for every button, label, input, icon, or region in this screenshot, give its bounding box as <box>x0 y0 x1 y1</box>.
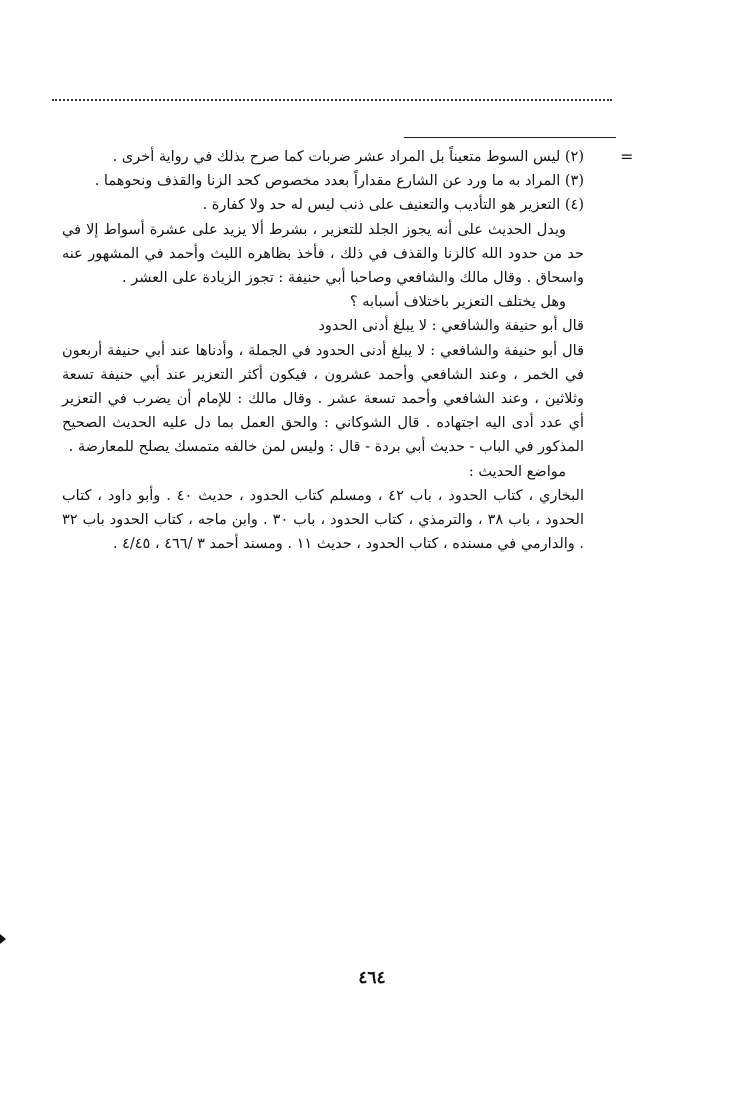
body-paragraph-minimum-hadd: قال أبو حنيفة والشافعي : لا يبلغ أدنى الحدود في الجملة ، وأدناها عند أبي حنيفة أربعون في الخمر ، وعند الشافعي وأحمد عشرون ، فيكون أكثر التعزير عند أبي حنيفة تسعة وثلاثين ، وعند الشافعي وأحمد تسعة عشر . وقال مالك : للإمام أن يضرب في التعزير أي عدد أدى اليه اجتهاده . قال الشوكاني : والحق العمل بما دل عليه الحديث الصحيح المذكور في الباب - حديث أبي بردة - قال : وليس لمن خالفه متمسك يصلح للمعارضة . <box>62 342 584 456</box>
body-paragraph-lashing: ويدل الحديث على أنه يجوز الجلد للتعزير ، بشرط ألا يزيد على عشرة أسواط إلا في حد من حدود الله كالزنا والقذف في ذلك ، فأخذ بظاهره الليث وأحمد في المشهور عنه واسحاق . وقال مالك والشافعي وصاحبا أبي حنيفة : تجوز الزيادة على العشر . <box>62 221 584 287</box>
header-dotted-rule <box>52 99 612 101</box>
scan-edge-mark <box>0 934 6 944</box>
footnote-4: (٤) التعزير هو التأديب والتعنيف على ذنب ليس له حد ولا كفارة . <box>202 197 584 214</box>
page-number: ٤٦٤ <box>358 968 386 988</box>
footnote-3: (٣) المراد به ما ورد عن الشارع مقداراً بعدد مخصوص كحد الزنا والقذف ونحوهما . <box>94 173 584 190</box>
page-text-block <box>62 145 584 556</box>
margin-continuation-mark: = <box>620 147 634 166</box>
question-line: وهل يختلف التعزير باختلاف أسبابه ؟ <box>349 294 566 311</box>
footnote-2: (٢) ليس السوط متعيناً بل المراد عشر ضربات كما صرح بذلك في رواية أخرى . <box>112 149 584 165</box>
sources-list: البخاري ، كتاب الحدود ، باب ٤٢ ، ومسلم كتاب الحدود ، حديث ٤٠ . وأبو داود ، كتاب الحدود ، باب ٣٨ ، والترمذي ، كتاب الحدود ، باب ٣٠ . وابن ماجه ، كتاب الحدود باب ٣٢ . والدارمي في مسنده ، كتاب الحدود ، حديث ١١ . ومسند أحمد ٣ /٤٦٦ ، ٤/٤٥ . <box>62 487 585 553</box>
answer-line: قال أبو حنيفة والشافعي : لا يبلغ أدنى الحدود <box>318 318 584 335</box>
sources-heading: مواضع الحديث : <box>468 463 566 480</box>
footnote-separator-rule <box>404 137 616 138</box>
